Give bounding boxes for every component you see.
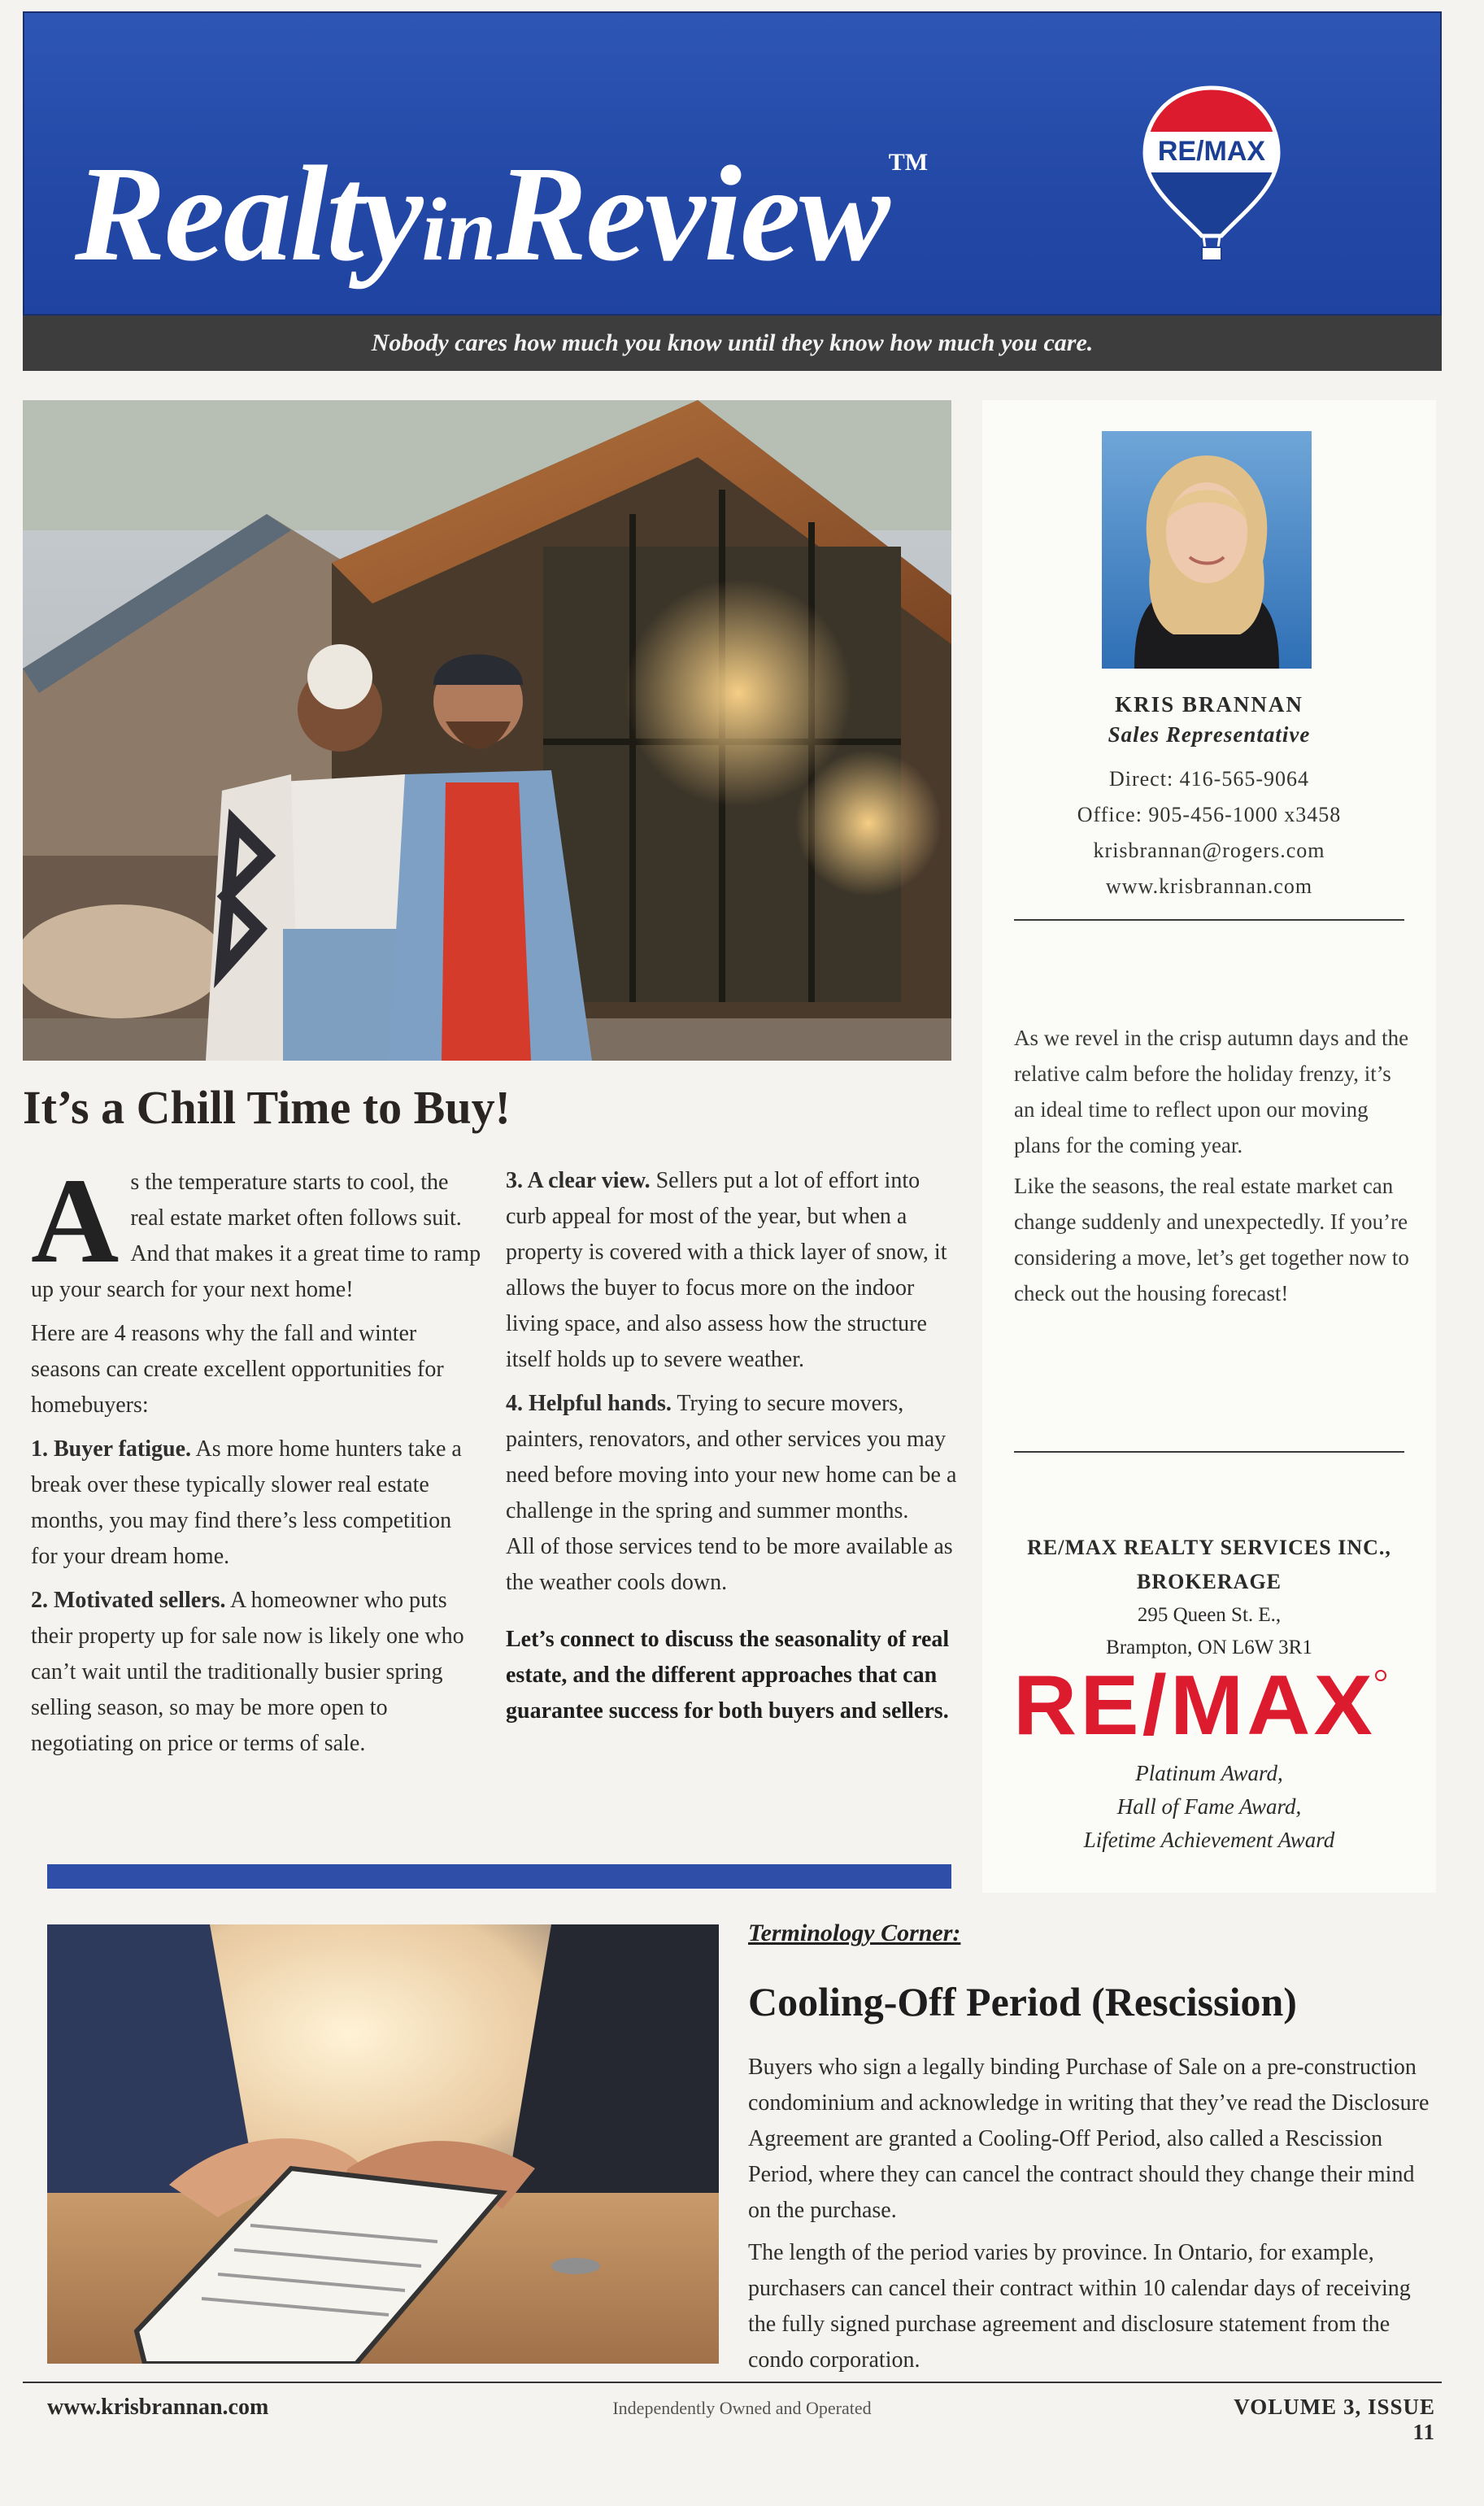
agent-contact-block (982, 761, 1436, 904)
terminology-body (748, 2050, 1439, 2385)
brokerage-name (982, 1531, 1436, 1599)
reason-2-lead: 2. Motivated sellers. (31, 1588, 226, 1613)
award-platinum: Platinum Award, (1135, 1761, 1283, 1785)
sidebar-divider-bottom (1014, 1451, 1404, 1453)
reason-1-text: As more home hunters take a break over these typically slower real estate months, you may find there’s less competition for your dream home. (31, 1436, 462, 1569)
title-word-realty: Realty (75, 138, 422, 290)
article-call-to-action: Let’s connect to discuss the seasonality of real estate, and the different approaches that can guarantee success for both buyers and sellers. (506, 1627, 950, 1724)
reason-2-text: A homeowner who puts their property up for sale now is likely one who can’t wait until the traditionally busier spring selling season, so may be more open to negotiating on price or terms of sale. (31, 1588, 464, 1756)
terminology-p2: The length of the period varies by province. In Ontario, for example, purchasers can cancel their contract within 10 calendar days of receiving the fully signed purchase agreement and disclosure statement from the condo corporation. (748, 2240, 1411, 2373)
terminology-p1: Buyers who sign a legally binding Purchase of Sale on a pre-construction condominium and acknowledge in writing that they’ve read the Disclosure Agreement are granted a Cooling-Off Period, also called a Rescission Period, where they can cancel the contract should they change their mind on the purchase. (748, 2055, 1430, 2223)
article-title: It’s a Chill Time to Buy! (23, 1081, 511, 1134)
brokerage-name-line2: BROKERAGE (1136, 1570, 1282, 1593)
dropcap-letter: A (31, 1153, 120, 1288)
terminology-kicker: Terminology Corner: (748, 1920, 961, 1946)
article-reasons-intro: Here are 4 reasons why the fall and winter seasons can create excellent opportunities for homebuyers: (31, 1321, 444, 1418)
terminology-title: Cooling-Off Period (Rescission) (748, 1979, 1297, 2024)
reason-1-lead: 1. Buyer fatigue. (31, 1436, 192, 1462)
article-intro-text: s the temperature starts to cool, the real estate market often follows suit. And that makes it a great time to ramp up your search for your next home! (31, 1170, 481, 1302)
reason-3-lead: 3. A clear view. (506, 1168, 651, 1193)
brokerage-address-line1: 295 Queen St. E., (1137, 1604, 1282, 1626)
agent-title: Sales Representative (1108, 722, 1311, 747)
agent-portrait-photo (1102, 431, 1312, 669)
newsletter-title (75, 81, 1051, 290)
title-word-in: in (421, 180, 497, 279)
brokerage-name-line1: RE/MAX REALTY SERVICES INC., (1027, 1536, 1391, 1559)
reason-4-text: Trying to secure movers, painters, renovators, and other services you may need before moving into your new home can be a challenge in the spring and summer months. (506, 1391, 957, 1523)
reason-3 (506, 1163, 958, 1378)
title-word-review: Review (496, 138, 889, 290)
hero-couple-house-photo (23, 400, 951, 1061)
reason-2 (31, 1583, 483, 1762)
brokerage-awards (982, 1757, 1436, 1857)
agent-name: KRIS BRANNAN (1115, 692, 1303, 717)
sidebar-message (1014, 1020, 1412, 1316)
footer-volume-issue: VOLUME 3, ISSUE 11 (1234, 2395, 1435, 2444)
remax-balloon-logo-icon (1138, 81, 1285, 268)
sidebar-divider-top (1014, 919, 1404, 921)
remax-wordmark-text: RE/MAX (1013, 1667, 1376, 1741)
agent-email: krisbrannan@rogers.com (1093, 839, 1325, 862)
reason-4 (506, 1386, 958, 1601)
agent-office-phone: Office: 905-456-1000 x3458 (1077, 803, 1342, 826)
reason-1 (31, 1432, 483, 1575)
section-divider-bar (47, 1864, 951, 1889)
reason-4-text-2: All of those services tend to be more available as the weather cools down. (506, 1534, 953, 1595)
article-column-2 (506, 1163, 958, 1737)
remax-wordmark-logo (1013, 1667, 1387, 1741)
footer-independent-note: Independently Owned and Operated (612, 2398, 872, 2418)
brokerage-address (982, 1599, 1436, 1664)
tagline-band: Nobody cares how much you know until they know how much you care. (23, 316, 1442, 371)
award-lifetime: Lifetime Achievement Award (1083, 1828, 1335, 1852)
trademark-mark: TM (888, 149, 929, 176)
balloon-logo-text: RE/MAX (1157, 136, 1266, 167)
brokerage-address-line2: Brampton, ON L6W 3R1 (1106, 1637, 1312, 1658)
article-column-1 (31, 1153, 483, 1770)
reason-3-text: Sellers put a lot of effort into curb appeal for most of the year, but when a property is covered with a thick layer of snow, it allows the buyer to focus more on the indoor living space, and also assess how the structure itself holds up to severe weather. (506, 1168, 947, 1372)
reason-4-lead: 4. Helpful hands. (506, 1391, 672, 1416)
footer-website: www.krisbrannan.com (47, 2395, 269, 2420)
article-intro (31, 1153, 483, 1308)
sidebar-message-p1: As we revel in the crisp autumn days and the relative calm before the holiday frenzy, it’s an ideal time to reflect upon our moving plans for the coming year. (1014, 1026, 1409, 1157)
footer-rule (23, 2382, 1442, 2383)
agent-website: www.krisbrannan.com (1105, 874, 1313, 898)
handshake-contract-photo (47, 1924, 719, 2364)
sidebar-message-p2: Like the seasons, the real estate market can change suddenly and unexpectedly. If you’re considering a move, let’s get together now to check out the housing forecast! (1014, 1174, 1409, 1305)
agent-direct-phone: Direct: 416-565-9064 (1108, 767, 1309, 791)
award-hall-of-fame: Hall of Fame Award, (1116, 1794, 1302, 1819)
